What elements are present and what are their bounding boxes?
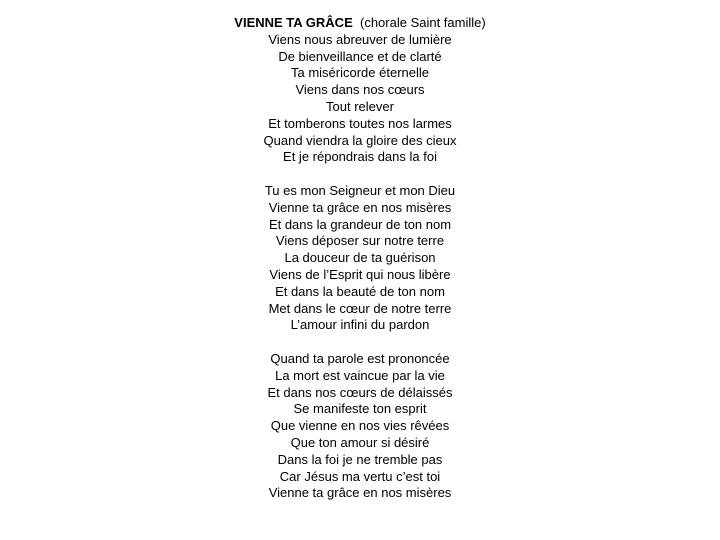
lyric-line: Dans la foi je ne tremble pas	[277, 451, 443, 467]
lyric-line: Quand ta parole est prononcée	[270, 350, 450, 366]
lyric-line: Ta miséricorde éternelle	[290, 65, 429, 81]
song-title: VIENNE TA GRÂCE	[234, 15, 353, 30]
song-title-line	[0, 15, 720, 32]
lyric-line: Tout relever	[326, 98, 394, 114]
lyric-line: Tu es mon Seigneur et mon Dieu	[264, 182, 456, 198]
lyric-line: Et dans nos cœurs de délaissés	[267, 384, 453, 400]
stanza-2	[0, 183, 720, 334]
stanza-3	[0, 351, 720, 502]
lyric-line: Et dans la beauté de ton nom	[275, 283, 445, 299]
lyric-line: Se manifeste ton esprit	[293, 401, 427, 417]
lyric-line: Car Jésus ma vertu c’est toi	[279, 468, 441, 484]
lyric-line: Vienne ta grâce en nos misères	[268, 199, 452, 215]
song-subtitle: (chorale Saint famille)	[359, 15, 486, 30]
lyric-line: Viens dans nos cœurs	[295, 82, 425, 98]
lyric-line: Viens de l’Esprit qui nous libère	[269, 266, 451, 282]
lyric-line: Viens nous abreuver de lumière	[268, 31, 452, 47]
lyrics-block	[0, 15, 720, 519]
lyric-line: La douceur de ta guérison	[284, 250, 436, 266]
lyric-line: De bienveillance et de clarté	[278, 48, 442, 64]
lyric-line: Quand viendra la gloire des cieux	[263, 132, 457, 148]
lyric-line: Viens déposer sur notre terre	[275, 233, 445, 249]
lyric-line: Que ton amour si désiré	[290, 434, 430, 450]
lyric-line: Et je répondrais dans la foi	[283, 149, 437, 165]
lyric-line: Et tomberons toutes nos larmes	[268, 115, 452, 131]
lyric-line: Vienne ta grâce en nos misères	[268, 485, 452, 501]
lyric-line: Et dans la grandeur de ton nom	[268, 216, 452, 232]
lyric-line: L’amour infini du pardon	[290, 317, 430, 333]
lyric-line: La mort est vaincue par la vie	[275, 367, 445, 383]
stanza-1	[0, 32, 720, 166]
lyric-line: Que vienne en nos vies rêvées	[270, 418, 450, 434]
lyric-line: Met dans le cœur de notre terre	[268, 300, 452, 316]
